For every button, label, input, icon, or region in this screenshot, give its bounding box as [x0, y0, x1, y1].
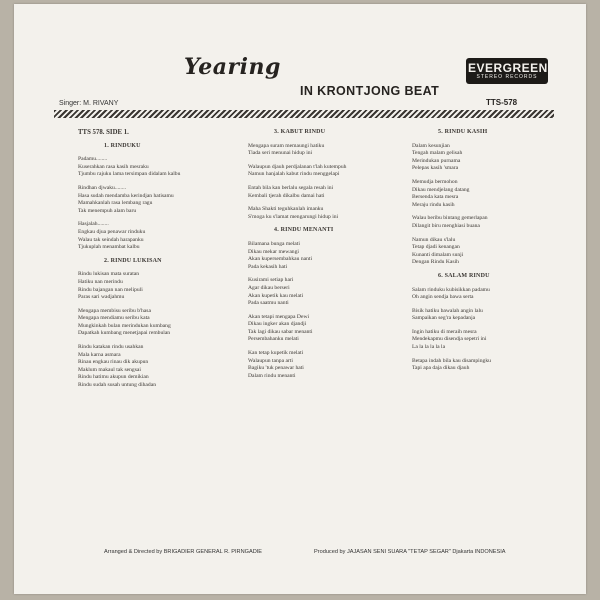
- lyric-line: La la la la la la: [412, 344, 446, 351]
- lyric-line: Tak lagi dikau sabar menanti: [248, 328, 313, 335]
- lyric-line: Rindu bajangan nan melipuli: [78, 286, 143, 293]
- lyric-line: Kusirami setiap hari: [248, 277, 294, 284]
- lyric-line: Mendekapmu disendja sepetri ini: [412, 336, 487, 343]
- lyric-stanza: [412, 287, 562, 302]
- lyric-line: Paras sari wadjahmu: [78, 294, 125, 301]
- lyric-line: Dikau mendjelang datang: [412, 186, 470, 193]
- song-block: [248, 129, 398, 221]
- lyric-line: Maklum makaul tak sengsai: [78, 366, 141, 373]
- singer-credit: Singer: M. RIVANY: [59, 100, 119, 107]
- lyric-line: Hasa sudah mendamba kerindjan hatisamu: [78, 192, 174, 199]
- lyric-stanza: [412, 237, 562, 267]
- song-title: 5. RINDU KASIH: [438, 129, 488, 135]
- song-title: 3. KABUT RINDU: [274, 129, 326, 135]
- lyric-line: Betapa indah bila kau disampingku: [412, 357, 491, 364]
- lyric-line: Dengan Rindu Kasih: [412, 259, 459, 266]
- record-sleeve-sheet: [14, 4, 586, 594]
- lyric-stanza: [248, 350, 398, 380]
- lyric-stanza: [412, 215, 562, 230]
- lyric-line: Maha Shakti teguhkanlah imanku: [248, 206, 324, 213]
- lyric-line: Walaupun djauh perdjalanan t'lah kutempuh: [248, 163, 347, 170]
- lyric-line: Memudja bermohon: [412, 178, 458, 185]
- lyric-line: Bilamana bunga melati: [248, 240, 300, 247]
- lyric-line: Salam rinduku kubisikkan padamu: [412, 286, 490, 293]
- lyric-line: Pada saatmu nanti: [248, 300, 289, 307]
- lyric-line: Walau beribu bintang gemerlapan: [412, 215, 488, 222]
- lyric-line: Merindukan purnama: [412, 157, 461, 164]
- song-block: [412, 129, 562, 267]
- lyric-line: Akan kupersembahkau nanti: [248, 256, 312, 263]
- lyric-line: Mengapa suram memaungi hatiku: [248, 142, 325, 149]
- song-title: 1. RINDUKU: [104, 142, 141, 149]
- lyric-stanza: [412, 143, 562, 173]
- lyric-line: Rinau engkau rinau dik akupun: [78, 359, 149, 366]
- lyric-stanza: [78, 156, 228, 179]
- lyric-stanza: [248, 143, 398, 158]
- song-title: 4. RINDU MENANTI: [274, 227, 334, 234]
- lyric-line: Tak menempuh alam baru: [78, 207, 137, 214]
- arranger-credit: Arranged & Directed by BRIGADIER GENERAL R. PIRNGADIE: [104, 549, 263, 555]
- lyric-line: Persembahanku melati: [248, 336, 299, 343]
- lyric-line: S'moga ku s'lamat mengarungi hidup ini: [248, 213, 339, 220]
- lyric-stanza: [78, 221, 228, 251]
- lyric-stanza: [78, 344, 228, 390]
- lyric-line: Agar dikau berseri: [248, 284, 290, 291]
- logo-brand: EVERGREEN: [468, 61, 548, 75]
- producer-credit: Produced by JAJASAN SENI SUARA "TETAP SEGAR" Djakarta INDONESIA: [314, 549, 506, 555]
- lyric-line: Kan tetap kupetik melati: [248, 350, 304, 357]
- song-block: [78, 143, 228, 252]
- lyric-stanza: [248, 241, 398, 271]
- lyric-line: Hatiku nan merindu: [78, 278, 123, 285]
- lyric-line: Bagiku 'tuk penawar hati: [248, 365, 304, 372]
- lyric-stanza: [248, 314, 398, 344]
- lyric-line: Mengapa membisu seribu b'hasa: [78, 307, 151, 314]
- song-block: [412, 273, 562, 373]
- lyric-line: Kunanti dimalam sunji: [412, 251, 464, 258]
- lyric-line: Entah bila kan berlalu segala resah ini: [248, 184, 334, 191]
- lyric-line: Akan kupetik kau melati: [248, 292, 304, 299]
- lyrics-column-2: [248, 129, 398, 386]
- lyric-line: Sampaikan seg'ra kepadanja: [412, 315, 476, 322]
- lyric-line: Tetap djadi kenangan: [412, 244, 460, 251]
- side-label: TTS 578. SIDE 1.: [78, 129, 129, 136]
- lyric-line: Dikau mekar mewangi: [248, 248, 299, 255]
- lyric-line: Dikau ingker akan djandji: [248, 321, 307, 328]
- lyric-line: Tjumbu rajuku lama tersimpan didalam kalbu: [78, 171, 181, 178]
- song-title: 2. RINDU LUKISAN: [104, 257, 162, 264]
- lyric-line: Dapatkah kumbang menetjapai rembulan: [78, 330, 171, 337]
- lyric-stanza: [412, 358, 562, 373]
- lyric-line: Ingin hatiku di meraih mesra: [412, 328, 477, 335]
- lyric-line: Dalam kesunjian: [412, 142, 450, 149]
- lyric-line: Tiada seri menunai hidup ini: [248, 150, 313, 157]
- lyric-line: Walaupun tanpa arti: [248, 357, 293, 364]
- catalog-number: TTS-578: [486, 98, 518, 107]
- lyric-line: Namun hanjalah kabut rindu menggelapi: [248, 171, 340, 178]
- lyric-line: Meraju rindu kasih: [412, 201, 455, 208]
- album-subtitle: IN KRONTJONG BEAT: [300, 84, 440, 98]
- lyric-line: Dalam rindu menanti: [248, 372, 296, 379]
- lyric-line: Bersenda kata mesra: [412, 194, 459, 201]
- lyric-stanza: [78, 185, 228, 215]
- lyric-line: Pelepas kasih 'smara: [412, 165, 459, 172]
- lyric-line: Kembali tjerah dikalbu damai hati: [248, 192, 325, 199]
- decorative-divider: [54, 110, 554, 118]
- lyric-line: Kuserahkan rasa kasih mesraku: [78, 163, 149, 170]
- lyric-line: Mungkinkah bulan merindukan kumbang: [78, 322, 171, 329]
- lyric-line: Rindhan djwaku........: [78, 184, 127, 191]
- logo-subtext: STEREO RECORDS: [476, 74, 538, 80]
- song-block: [78, 258, 228, 390]
- lyric-line: Rindu sudah susah untung dihadan: [78, 382, 156, 389]
- lyric-line: Bisik hatiku bawalah angin lalu: [412, 307, 483, 314]
- lyric-line: Walau tak seindah harapanku: [78, 236, 144, 243]
- lyrics-column-3: [412, 129, 562, 379]
- lyric-stanza: [412, 308, 562, 323]
- lyric-stanza: [78, 271, 228, 301]
- lyric-line: Rindu katakan rindu usahkan: [78, 344, 144, 351]
- lyric-line: Akan tetapi mengapa Dewi: [248, 313, 310, 320]
- lyric-line: Oh angin sendja bawa serta: [412, 294, 474, 301]
- lyrics-column-1: [78, 129, 228, 396]
- lyric-stanza: [412, 329, 562, 352]
- lyric-stanza: [248, 277, 398, 307]
- lyric-line: Rindu hatimu akupun demikian: [78, 374, 149, 381]
- lyric-line: Engkau djua penawar rinduku: [78, 228, 146, 235]
- lyric-stanza: [248, 164, 398, 179]
- evergreen-logo: [466, 58, 548, 96]
- lyric-stanza: [412, 179, 562, 209]
- lyric-line: Pada kekasih hati: [248, 263, 288, 270]
- lyric-line: Mala karna asmara: [78, 351, 121, 358]
- lyric-line: Namun dikau s'lalu: [412, 236, 456, 243]
- lyric-line: Mengapa mendiamu seribu kata: [78, 315, 150, 322]
- lyric-line: Tengah malam gelisah: [412, 150, 463, 157]
- lyric-line: Padamu........: [78, 156, 108, 163]
- lyric-stanza: [248, 206, 398, 221]
- lyric-line: Tapi apa daja dikau djauh: [412, 365, 470, 372]
- lyric-line: Mamahkanlah rasa lembang ragu: [78, 200, 153, 207]
- song-block: [248, 227, 398, 380]
- lyric-line: Hasjalah........: [78, 221, 109, 228]
- lyric-stanza: [248, 185, 398, 200]
- lyric-line: Rindu lukisan mata suratan: [78, 271, 140, 278]
- lyric-line: Tjukuplah menambat kalbu: [78, 244, 140, 251]
- album-title: Yearing: [184, 54, 281, 80]
- lyric-line: Dilangit biru menghiasi buana: [412, 222, 480, 229]
- song-title: 6. SALAM RINDU: [438, 272, 490, 279]
- logo-badge-icon: [466, 58, 548, 84]
- lyric-stanza: [78, 308, 228, 338]
